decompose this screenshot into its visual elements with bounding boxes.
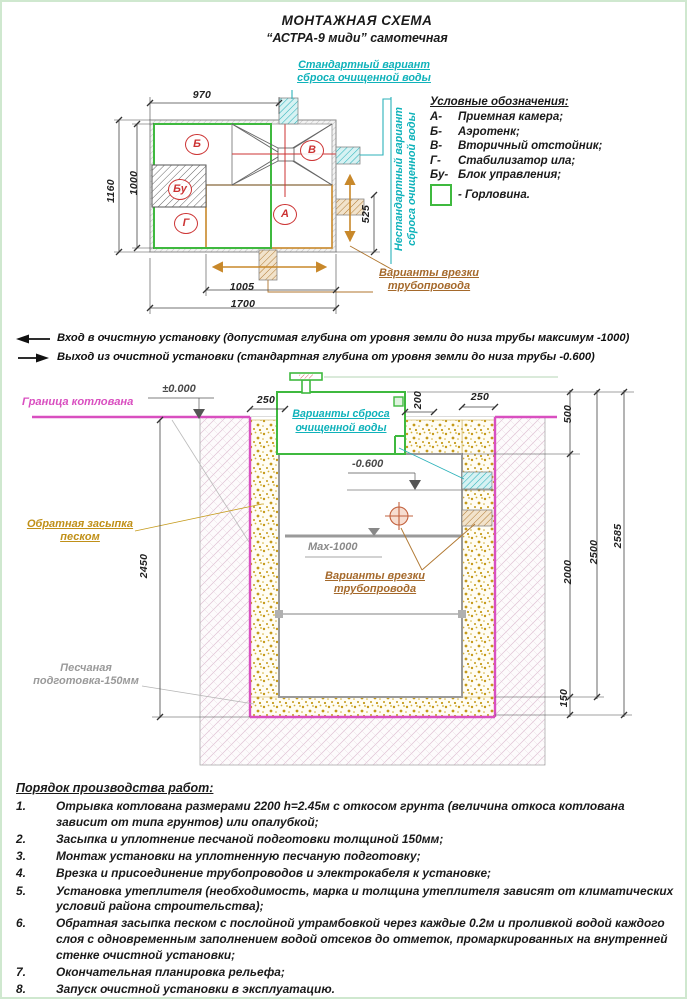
work-order-item: 6. Обратная засыпка песком с послойной утрамбовкой через каждые 0.2м и проливкой водой каждого слоя с одновременным заполнением водой отсеков до отметок, промаркированных на внутренней стенке очистной установки; [16,916,668,962]
standard-discharge-pipe-stub [279,98,298,124]
legend-item: В- Вторичный отстойник; [430,140,603,152]
inlet-pipe-stub-bottom [259,250,277,280]
legend-item-neck: - Горловина. [430,184,665,206]
standard-discharge-label: Стандартный вариант сброса очищенной воды [297,59,431,84]
compartment-label-b: Б [185,134,209,155]
discharge-box-label: Варианты сброса очищенной воды [292,408,390,434]
outlet-note: Выход из очистной установки (стандартная глубина от уровня земли до низа трубы -0.600) [57,351,595,363]
dim-1005: 1005 [229,281,255,293]
plan-tie-in-label: Варианты врезки трубопровода [379,267,479,293]
dim-2000: 2000 [562,559,574,585]
inlet-arrow-icon [16,335,50,344]
dim-970: 970 [192,89,212,101]
page-title: МОНТАЖНАЯ СХЕМА [281,13,433,28]
work-order-item: 5. Установка утеплителя (необходимость, марка и толщина утеплителя зависят от климатических условий района строительства); [16,883,674,914]
neck-legend-icon [430,184,452,206]
dim-525: 525 [360,204,372,224]
side-discharge-pipe-stub [336,147,360,164]
dim-500: 500 [562,404,574,424]
dim-200: 200 [412,390,424,410]
dim-150: 150 [558,688,570,708]
compartment-label-bu: Бу [168,179,192,200]
minus-600-label: -0.600 [352,458,384,470]
dim-1700: 1700 [230,298,256,310]
compartment-label-g: Г [174,213,198,234]
legend [430,96,665,206]
dim-2500: 2500 [588,539,600,565]
compartment-label-v: В [300,140,324,161]
compartment-label-a: А [273,204,297,225]
work-order-item: 3. Монтаж установки на уплотненную песчаную подготовку; [16,849,421,864]
work-order-item: 1. Отрывка котлована размерами 2200 h=2.45м с откосом грунта (величина откоса котлована зависит от типа грунтов) или опалубкой; [16,799,625,829]
sand-prep-label: Песчаная подготовка-150мм [33,662,139,688]
dim-1000: 1000 [128,170,140,196]
legend-item: Г- Стабилизатор ила; [430,154,576,167]
legend-item: А- Приемная камера; [430,111,564,123]
dim-left-250: 250 [256,394,276,406]
work-order [16,781,678,999]
backfill-label: Обратная засыпка песком [26,518,134,544]
inlet-pipe-stub-section [462,510,492,526]
legend-item: Б- Аэротенк; [430,125,520,138]
dim-right-250: 250 [470,391,490,403]
section-tie-in-label: Варианты врезки трубопровода [325,570,425,596]
outlet-arrow-icon [18,354,49,363]
pit-boundary-label: Граница котлована [22,396,134,408]
max-1000-label: Max-1000 [308,541,358,553]
dim-2450: 2450 [138,553,150,579]
nonstandard-discharge-label: Нестандартный вариант сброса очищенной воды [393,107,418,251]
outlet-pipe-stub-section [462,472,492,489]
work-order-item: 2. Засыпка и уплотнение песчаной подготовки толщиной 150мм; [16,831,444,846]
vent-icon [290,373,322,393]
inlet-note: Вход в очистную установку (допустимая глубина от уровня земли до низа трубы максимум -1000) [57,332,630,344]
dim-1160: 1160 [105,179,117,203]
legend-title: Условные обозначения: [430,96,569,108]
page-subtitle: “АСТРА-9 миди” самотечная [266,31,448,45]
work-order-item: 4. Врезка и присоединение трубопроводов и электрокабеля к установке; [16,866,492,881]
zero-level-label: ±0.000 [162,383,196,395]
work-order-title: Порядок производства работ: [16,781,214,795]
work-order-item: 8. Запуск очистной установки в эксплуатацию. [16,982,335,997]
work-order-item: 7. Окончательная планировка рельефа; [16,965,285,980]
legend-item: Бу- Блок управления; [430,169,562,181]
dim-2585: 2585 [612,523,624,549]
